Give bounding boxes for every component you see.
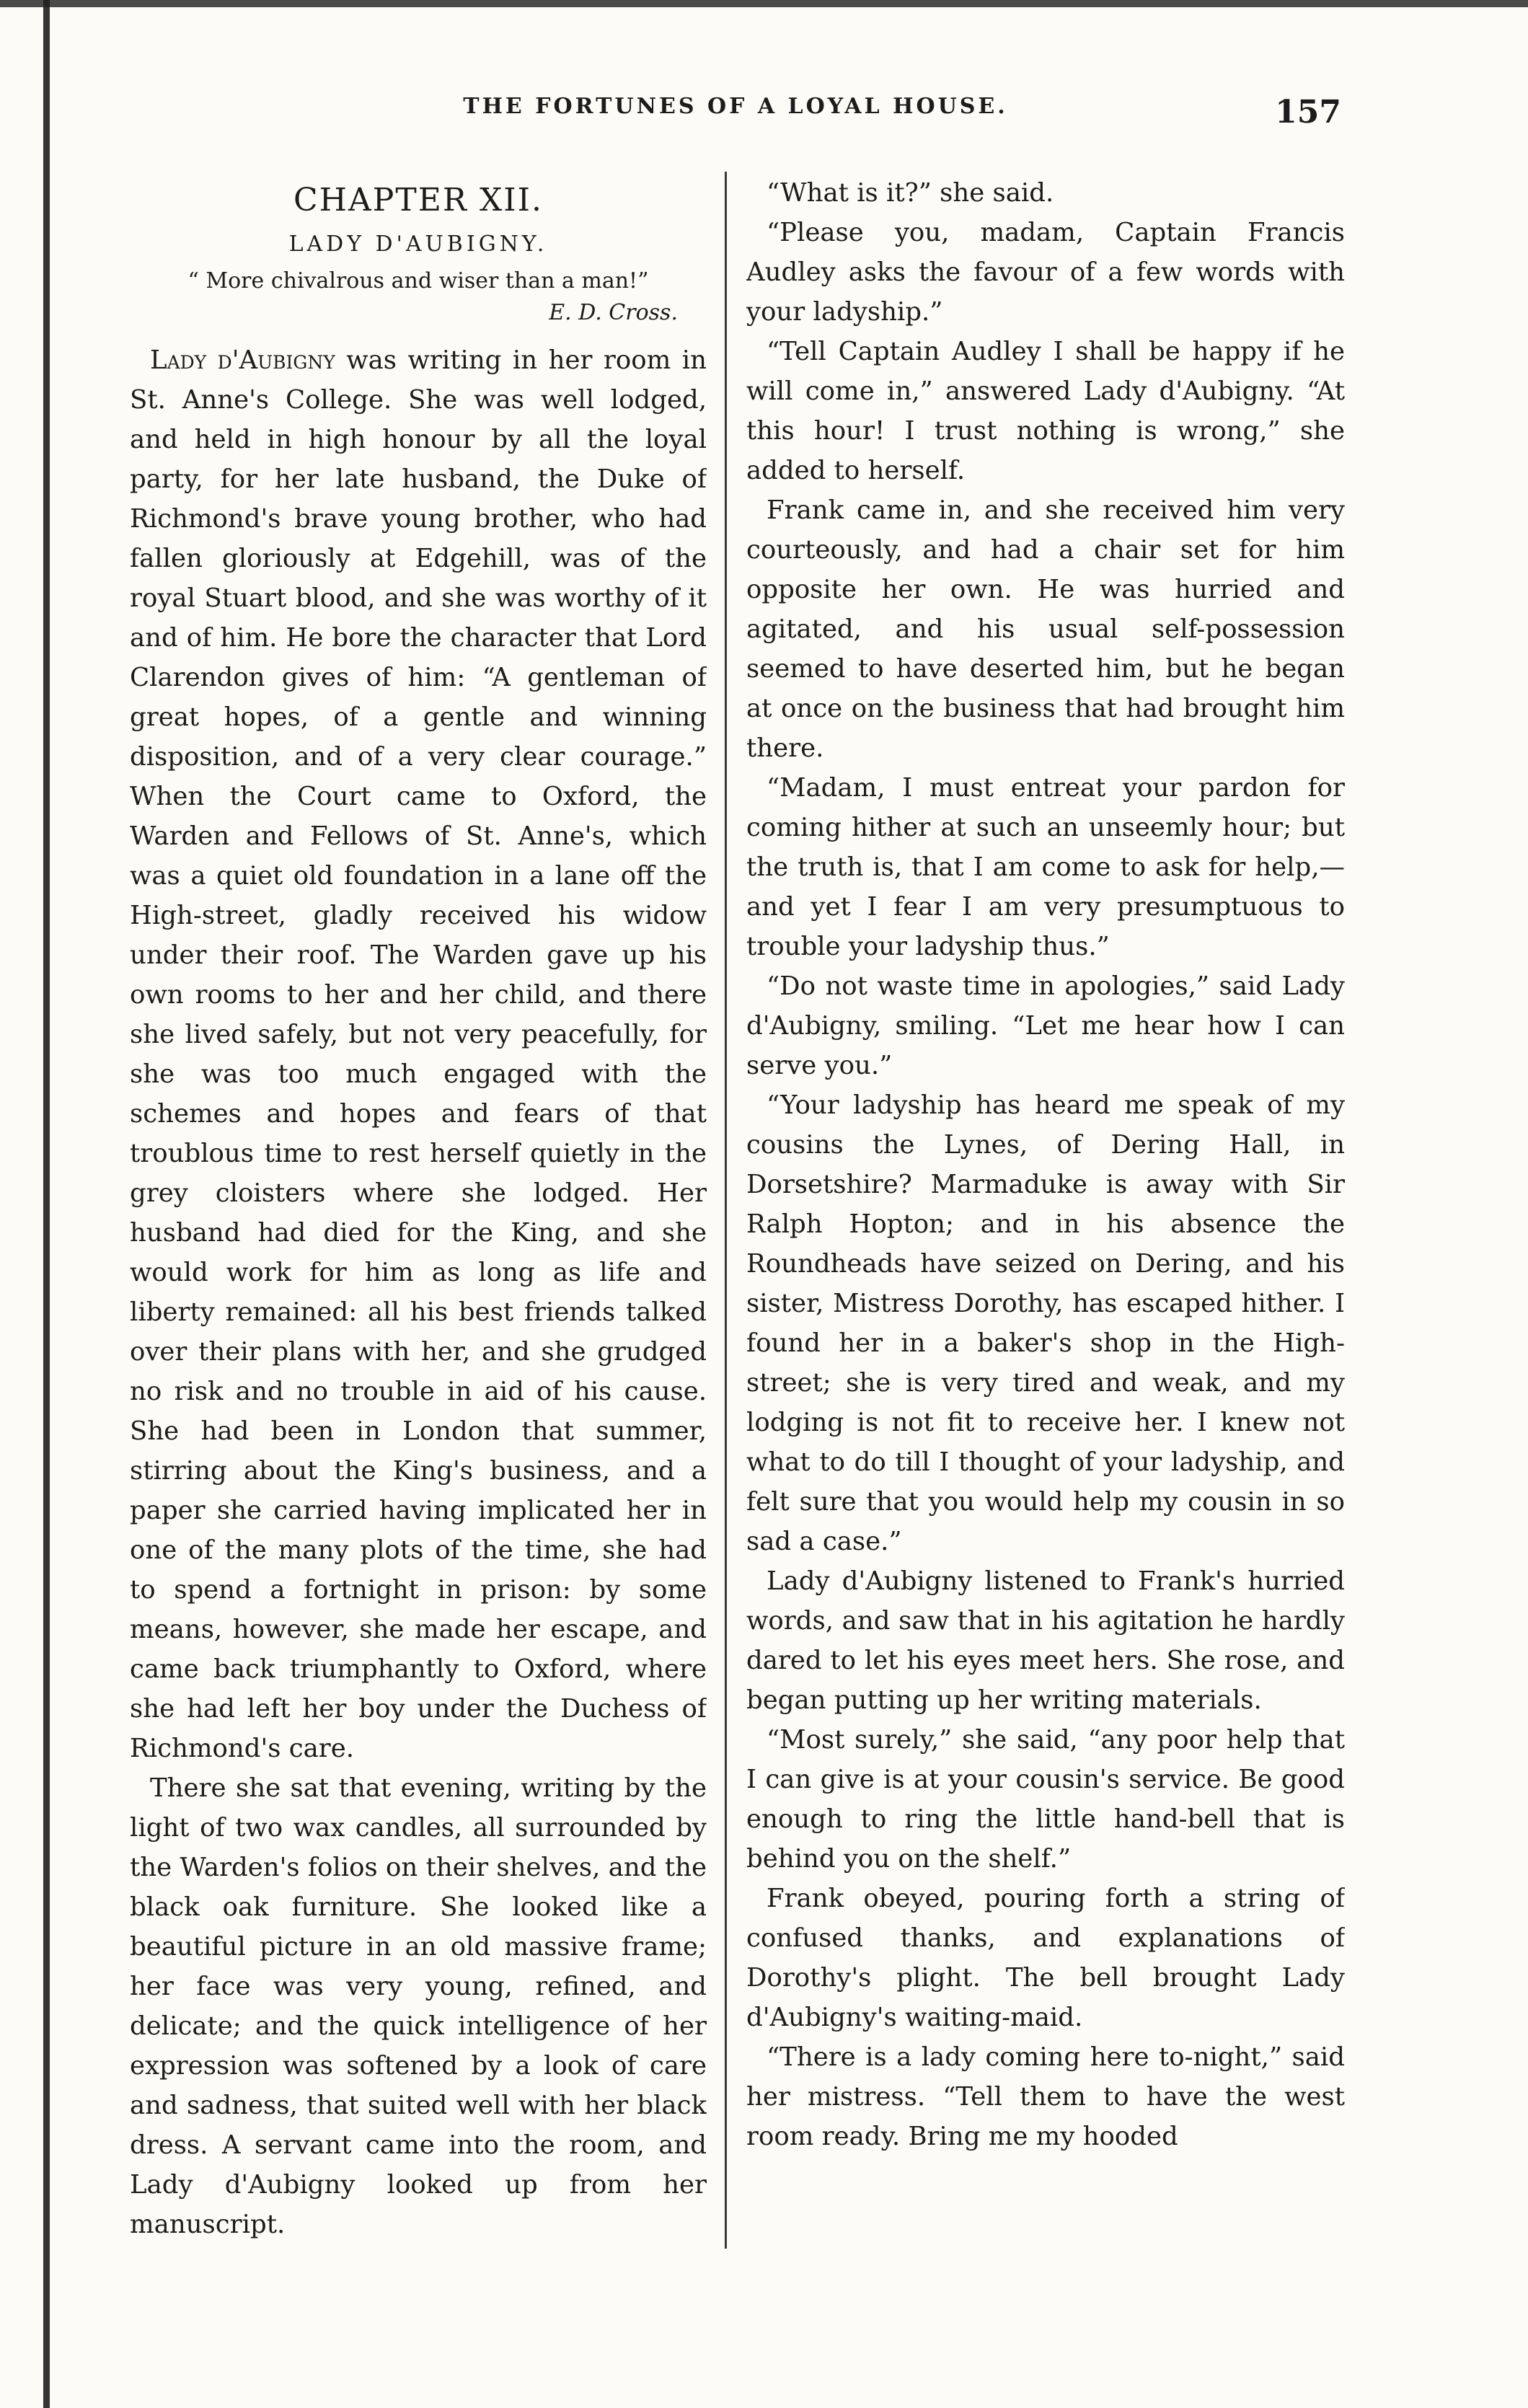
paragraph: Frank obeyed, pouring forth a string of confused thanks, and explanations of Dorothy's plight. The bell brought Lady d'Aubigny's waiting-maid. — [746, 1884, 1345, 2032]
paragraph: “Madam, I must entreat your pardon for coming hither at such an unseemly hour; but the truth is, that I am come to ask for help,—and yet I fear I am very presumptuous to trouble your ladyship thus.” — [746, 773, 1345, 961]
paragraph-lead: Lady d'Aubigny — [150, 345, 335, 375]
paragraph: There she sat that evening, writing by the light of two wax candles, all surrounded by the Warden's folios on their shelves, and the black oak furniture. She looked like a beautiful picture in an old massive frame; her face was very young, refined, and delicate; and the quick intelligence of her expression was softened by a look of care and sadness, that suited well with her black dress. A servant came into the room, and Lady d'Aubigny looked up from her manuscript. — [130, 1773, 707, 2239]
paragraph: Frank came in, and she received him very courteously, and had a chair set for him opposite her own. He was hurried and agitated, and his usual self-possession seemed to have deserted him, but he began at once on the business that had brought him there. — [746, 495, 1345, 763]
page-top-edge — [0, 0, 1528, 7]
paragraph: “Most surely,” she said, “any poor help that I can give is at your cousin's service. Be good enough to ring the little hand-bell that is behind you on the shelf.” — [746, 1725, 1345, 1874]
running-head: THE FORTUNES OF A LOYAL HOUSE. — [463, 94, 1008, 119]
epigraph: “ More chivalrous and wiser than a man!” — [187, 268, 649, 294]
paragraph: “Please you, madam, Captain Francis Audley asks the favour of a few words with your ladyship.” — [746, 218, 1345, 327]
paragraph: “What is it?” she said. — [767, 178, 1054, 208]
chapter-heading: CHAPTER XII. — [293, 182, 544, 219]
right-column — [746, 173, 1345, 2264]
paragraph: “There is a lady coming here to-night,” said her mistress. “Tell them to have the west room ready. Bring me my hooded — [746, 2042, 1345, 2151]
paragraph — [130, 340, 707, 1768]
column-divider — [725, 172, 727, 2249]
paragraph: “Your ladyship has heard me speak of my cousins the Lynes, of Dering Hall, in Dorsetshire? Marmaduke is away with Sir Ralph Hopton; and in his absence the Roundheads have seized on Dering, and his sister, Mistress Dorothy, has escaped hither. I found her in a baker's shop in the High-street; she is very tired and weak, and my lodging is not fit to receive her. I knew not what to do till I thought of your ladyship, and felt sure that you would help my cousin in so sad a case.” — [746, 1090, 1345, 1556]
chapter-subtitle: LADY D'AUBIGNY. — [288, 231, 548, 257]
epigraph-attribution: E. D. Cross. — [549, 300, 678, 325]
paragraph: Lady d'Aubigny listened to Frank's hurried words, and saw that in his agitation he hardly dared to let his eyes meet hers. She rose, and began putting up her writing materials. — [746, 1566, 1345, 1715]
page-header — [130, 94, 1341, 137]
left-column — [130, 173, 707, 2264]
page-number: 157 — [1275, 94, 1341, 131]
paragraph: “Tell Captain Audley I shall be happy if he will come in,” answered Lady d'Aubigny. “At this hour! I trust nothing is wrong,” she added to herself. — [746, 337, 1345, 485]
paragraph-text: was writing in her room in St. Anne's College. She was well lodged, and held in high honour by all the loyal party, for her late husband, the Duke of Richmond's brave young brother, who had fallen gloriously at Edgehill, was of the royal Stuart blood, and she was worthy of it and of him. He bore the character that Lord Clarendon gives of him: “A gentleman of great hopes, of a gentle and winning disposition, and of a very clear courage.” When the Court came to Oxford, the Warden and Fellows of St. Anne's, which was a quiet old foundation in a lane off the High-street, gladly received his widow under their roof. The Warden gave up his own rooms to her and her child, and there she lived safely, but not very peacefully, for she was too much engaged with the schemes and hopes and fears of that troublous time to rest herself quietly in the grey cloisters where she lodged. Her husband had died for the King, and she would work for him as long as life and liberty remained: all his best friends talked over their plans with her, and she grudged no risk and no trouble in aid of his cause. She had been in London that summer, stirring about the King's business, and a paper she carried having implicated her in one of the many plots of the time, she had to spend a fortnight in prison: by some means, however, she made her escape, and came back triumphantly to Oxford, where she had left her boy under the Duchess of Richmond's care. — [130, 345, 707, 1763]
page-binding-edge — [43, 0, 50, 2408]
paragraph: “Do not waste time in apologies,” said Lady d'Aubigny, smiling. “Let me hear how I can serve you.” — [746, 971, 1345, 1080]
